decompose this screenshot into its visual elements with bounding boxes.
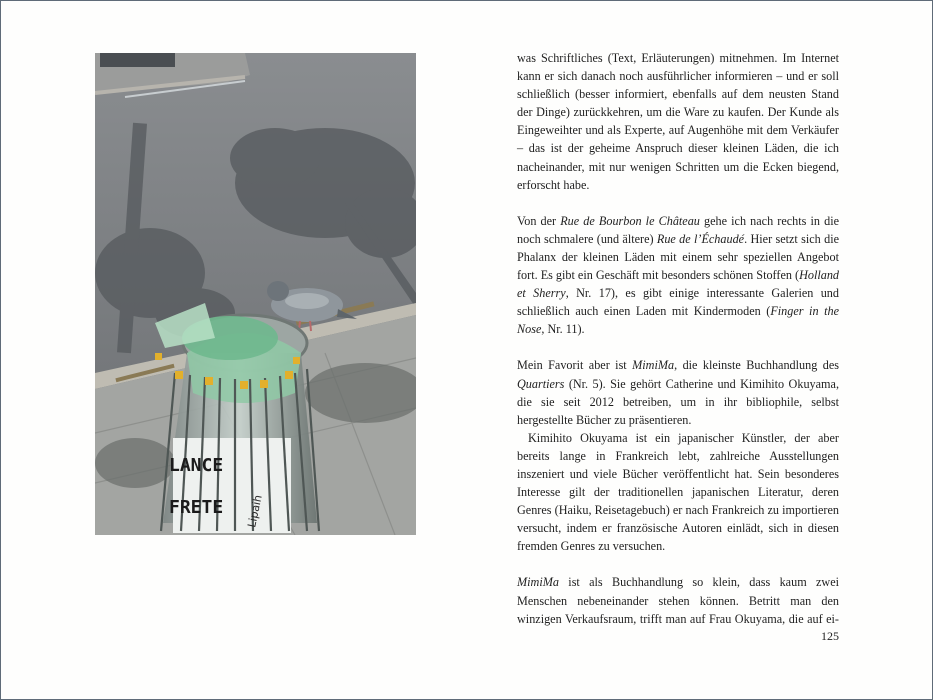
sign-text-1: LANCE	[169, 455, 224, 476]
italic-phrase: Holland et Sherry	[517, 268, 840, 301]
photo-illustration	[95, 53, 416, 535]
paragraph-5: MimiMa ist als Buchhandlung so klein, dass kaum zwei Menschen nebeneinander stehen können. Betritt man den winzigen Verkaufsraum, trifft man auf Frau Okuyama, die auf ei-	[517, 575, 839, 626]
sign-text-3: Lipaih	[245, 493, 265, 529]
street-photo	[95, 53, 416, 535]
paragraph-1: was Schriftliches (Text, Erläuterungen) mitnehmen. Im Internet kann er sich danach noch ausführlicher informieren – und er soll schließlich (besser informiert, ebenfalls auf dem neusten Stand der Dinge) zurückkehren, um die Ware zu kaufen. Der Kunde als Eingeweihter und als Experte, auf Augenhöhe mit dem Verkäufer – das ist der geheime Anspruch dieser kleinen Läden, die ich nacheinander, mit nur wenigen Schritten um die Ecken biegend, erforscht habe.	[517, 51, 839, 192]
paragraph-2: Von der Rue de Bourbon le Château gehe ich nach rechts in die noch schmalere (und ältere) Rue de l’Échaudé. Hier setzt sich die Phalanx der kleinen Läden mit einem sehr speziellen Angebot fort. Es gibt ein Geschäft mit besonders schönen Stoffen (Holland et Sherry, Nr. 17), es gibt einige interessante Galerien und schließlich auch einen Laden mit Kindermoden (Finger in the Nose, Nr. 11).	[517, 213, 840, 337]
text-column	[517, 49, 839, 628]
italic-phrase: MimiMa	[632, 358, 675, 373]
italic-phrase: Quartiers	[517, 376, 565, 391]
page-number: 125	[821, 629, 839, 643]
paragraph-3: Mein Favorit aber ist MimiMa, die kleinste Buchhandlung des Quartiers (Nr. 5). Sie gehört Catherine und Kimihito Okuyama, die sie seit 2012 betreiben, um in ihr bibliophile, selbst hergestellte Bücher zu präsentieren.	[517, 358, 839, 427]
italic-phrase: Rue de l’Échaudé	[656, 231, 745, 246]
italic-phrase: Finger in the Nose	[517, 304, 839, 337]
italic-phrase: MimiMa	[517, 575, 559, 590]
italic-phrase: Rue de Bourbon le Château	[560, 213, 700, 228]
sign-text-2: FRETE	[169, 497, 224, 518]
paragraph-4: Kimihito Okuyama ist ein japanischer Künstler, der aber bereits lange in Frankreich lebt, zahlreiche Ausstellungen inszeniert und viele Bücher veröffentlicht hat. Sein besonderes Interesse gilt der traditionellen japanischen Literatur, deren Genres (Haiku, Reisetagebuch) er nach Frankreich zu importieren versucht, indem er französische Autoren einlädt, sich in diesen fremden Genres zu versuchen.	[517, 430, 839, 554]
